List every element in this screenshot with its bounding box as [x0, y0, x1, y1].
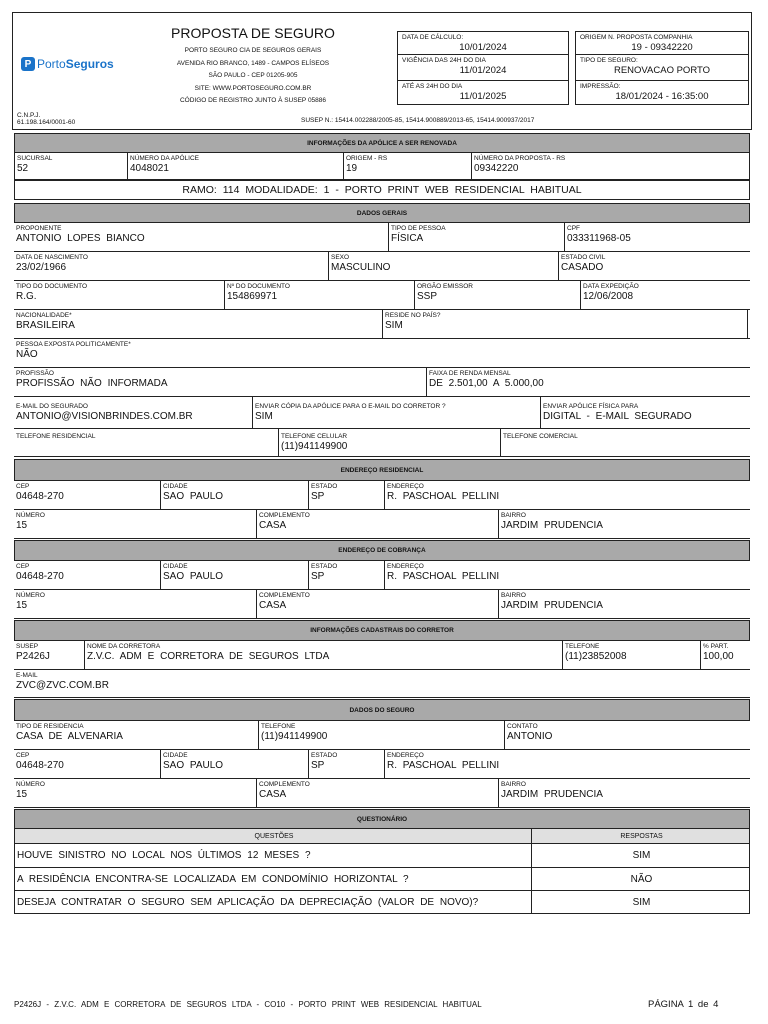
document-title: PROPOSTA DE SEGURO	[171, 25, 335, 41]
logo-text-seguros: Seguros	[65, 57, 114, 71]
end-cob-row-2	[14, 590, 750, 619]
gerais-row-1	[14, 223, 750, 252]
company-line: SITE: WWW.PORTOSEGURO.COM.BR	[194, 84, 312, 92]
bairro-field: BAIRRO JARDIM PRUDENCIA	[498, 590, 750, 618]
cidade-field: CIDADE SAO PAULO	[160, 561, 308, 589]
percentual-participacao-field: % PART. 100,00	[700, 641, 750, 669]
footer-text: P2426J - Z.V.C. ADM E CORRETORA DE SEGUROS LTDA - CO10 - PORTO PRINT WEB RESIDENCIAL HABITUAL	[14, 1000, 482, 1009]
data-expedicao-field: DATA EXPEDIÇÃO 12/06/2008	[580, 281, 750, 309]
telefone-residencial-field: TELEFONE RESIDENCIAL	[16, 433, 96, 440]
proponente-field: PROPONENTE ANTONIO LOPES BIANCO	[16, 225, 145, 244]
gerais-row-5	[14, 339, 750, 368]
section-apolice-title: INFORMAÇÕES DA APÓLICE A SER RENOVADA	[14, 133, 750, 153]
gerais-row-3	[14, 281, 750, 310]
numero-field: NÚMERO 15	[16, 781, 45, 800]
sexo-field: SEXO MASCULINO	[328, 252, 558, 280]
porto-seguros-logo	[21, 57, 114, 71]
contato-field: CONTATO ANTONIO	[504, 721, 750, 749]
origem-proposta-box: ORIGEM N. PROPOSTA COMPANHIA 19 - 09342220	[575, 31, 749, 55]
numero-proposta-field: NÚMERO DA PROPOSTA - RS 09342220	[471, 153, 751, 179]
questionario-header	[14, 828, 750, 844]
section-corretor-title: INFORMAÇÕES CADASTRAIS DO CORRETOR	[14, 620, 750, 641]
apolice-row	[14, 153, 750, 180]
sucursal-field: SUCURSAL 52	[17, 155, 53, 174]
estado-field: ESTADO SP	[308, 481, 384, 509]
cidade-field: CIDADE SAO PAULO	[160, 750, 308, 778]
tipo-seguro-box: TIPO DE SEGURO: RENOVACAO PORTO	[575, 55, 749, 81]
section-dados-gerais-title: DADOS GERAIS	[14, 203, 750, 223]
complemento-field: COMPLEMENTO CASA	[256, 590, 498, 618]
bairro-field: BAIRRO JARDIM PRUDENCIA	[498, 779, 750, 807]
numero-documento-field: Nº DO DOCUMENTO 154869971	[224, 281, 414, 309]
answer-text: NÃO	[531, 868, 751, 890]
tipo-residencia-field: TIPO DE RESIDENCIA CASA DE ALVENARIA	[16, 723, 123, 742]
gerais-row-2	[14, 252, 750, 281]
questionario-row	[14, 844, 750, 868]
estado-field: ESTADO SP	[308, 750, 384, 778]
company-line: CÓDIGO DE REGISTRO JUNTO À SUSEP 05886	[179, 97, 327, 104]
data-nascimento-field: DATA DE NASCIMENTO 23/02/1966	[16, 254, 88, 273]
corretor-row-2	[14, 670, 750, 698]
question-text: A RESIDÊNCIA ENCONTRA-SE LOCALIZADA EM CONDOMÍNIO HORIZONTAL ?	[17, 873, 409, 885]
end-res-row-2	[14, 510, 750, 539]
cnpj: C.N.P.J. 61.198.164/0001-60	[17, 112, 76, 126]
questionario-row	[14, 891, 750, 914]
gerais-row-8	[14, 429, 750, 457]
orgao-emissor-field: ORGÃO EMISSOR SSP	[414, 281, 580, 309]
nome-corretora-field: NOME DA CORRETORA Z.V.C. ADM E CORRETORA DE SEGUROS LTDA	[84, 641, 562, 669]
estado-civil-field: ESTADO CIVIL CASADO	[558, 252, 750, 280]
endereco-field: ENDEREÇO R. PASCHOAL PELLINI	[384, 750, 750, 778]
logo-text-porto: Porto	[37, 57, 66, 71]
questionario-row	[14, 868, 750, 891]
cidade-field: CIDADE SAO PAULO	[160, 481, 308, 509]
reside-pais-field: RESIDE NO PAÍS? SIM	[382, 310, 748, 338]
questoes-column-header: QUESTÕES	[254, 832, 294, 840]
estado-field: ESTADO SP	[308, 561, 384, 589]
telefone-comercial-field: TELEFONE COMERCIAL	[500, 429, 750, 456]
pessoa-exposta-field: PESSOA EXPOSTA POLITICAMENTE* NÃO	[16, 341, 131, 360]
bairro-field: BAIRRO JARDIM PRUDENCIA	[498, 510, 750, 538]
cep-field: CEP 04648-270	[16, 752, 64, 771]
copia-corretor-field: ENVIAR CÓPIA DA APÓLICE PARA O E-MAIL DO CORRETOR ? SIM	[252, 397, 540, 428]
cep-field: CEP 04648-270	[16, 483, 64, 502]
complemento-field: COMPLEMENTO CASA	[256, 779, 498, 807]
corretor-row-1	[14, 641, 750, 670]
endereco-field: ENDEREÇO R. PASCHOAL PELLINI	[384, 481, 750, 509]
section-endereco-cobranca-title: ENDEREÇO DE COBRANÇA	[14, 540, 750, 561]
company-info	[163, 25, 343, 108]
numero-apolice-field: NÚMERO DA APÓLICE 4048021	[127, 153, 343, 179]
telefone-seguro-field: TELEFONE (11)941149900	[258, 721, 504, 749]
susep-numbers: SUSEP N.: 15414.002288/2005-85, 15414.900889/2013-65, 15414.900937/2017	[301, 117, 535, 124]
impressao-box: IMPRESSÃO: 18/01/2024 - 16:35:00	[575, 81, 749, 105]
end-cob-row-1	[14, 561, 750, 590]
apolice-fisica-field: ENVIAR APÓLICE FÍSICA PARA DIGITAL - E-MAIL SEGURADO	[540, 397, 750, 428]
seguro-row-1	[14, 721, 750, 750]
gerais-row-7	[14, 397, 750, 429]
seguro-row-2	[14, 750, 750, 779]
tipo-pessoa-field: TIPO DE PESSOA FÍSICA	[388, 223, 564, 251]
susep-field: SUSEP P2426J	[16, 643, 50, 662]
gerais-row-6	[14, 368, 750, 397]
cep-field: CEP 04648-270	[16, 563, 64, 582]
company-line: AVENIDA RIO BRANCO, 1489 - CAMPOS ELÍSEOS	[176, 59, 330, 67]
respostas-column-header: RESPOSTAS	[531, 829, 751, 843]
end-res-row-1	[14, 481, 750, 510]
endereco-field: ENDEREÇO R. PASCHOAL PELLINI	[384, 561, 750, 589]
question-text: DESEJA CONTRATAR O SEGURO SEM APLICAÇÃO DA DEPRECIAÇÃO (VALOR DE NOVO)?	[17, 896, 479, 908]
nacionalidade-field: NACIONALIDADE* BRASILEIRA	[16, 312, 75, 331]
numero-field: NÚMERO 15	[16, 512, 45, 531]
section-dados-seguro-title: DADOS DO SEGURO	[14, 699, 750, 721]
ate-box: ATÉ AS 24H DO DIA 11/01/2025	[397, 81, 569, 105]
vigencia-box: VIGÊNCIA DAS 24H DO DIA 11/01/2024	[397, 55, 569, 81]
email-segurado-field: E-MAIL DO SEGURADO ANTONIO@VISIONBRINDES.COM.BR	[16, 403, 193, 422]
profissao-field: PROFISSÃO PROFISSÃO NÃO INFORMADA	[16, 370, 168, 389]
ramo-modalidade: RAMO: 114 MODALIDADE: 1 - PORTO PRINT WEB RESIDENCIAL HABITUAL	[14, 180, 750, 200]
complemento-field: COMPLEMENTO CASA	[256, 510, 498, 538]
telefone-celular-field: TELEFONE CELULAR (11)941149900	[278, 429, 500, 456]
section-questionario-title: QUESTIONÁRIO	[14, 809, 750, 829]
numero-field: NÚMERO 15	[16, 592, 45, 611]
tipo-documento-field: TIPO DO DOCUMENTO R.G.	[16, 283, 88, 302]
email-corretor-field: E-MAIL ZVC@ZVC.COM.BR	[16, 672, 109, 691]
company-line: SÃO PAULO - CEP 01205-905	[208, 72, 298, 79]
cpf-field: CPF 033311968-05	[564, 223, 750, 251]
seguro-row-3	[14, 779, 750, 808]
porto-logo-icon: P	[21, 57, 35, 71]
answer-text: SIM	[531, 891, 751, 913]
question-text: HOUVE SINISTRO NO LOCAL NOS ÚLTIMOS 12 MESES ?	[17, 850, 311, 861]
origem-rs-field: ORIGEM - RS 19	[343, 153, 471, 179]
gerais-row-4	[14, 310, 750, 339]
faixa-renda-field: FAIXA DE RENDA MENSAL DE 2.501,00 A 5.000,00	[426, 368, 750, 396]
document-header	[12, 12, 752, 130]
answer-text: SIM	[531, 844, 751, 867]
data-calculo-box: DATA DE CÁLCULO: 10/01/2024	[397, 31, 569, 55]
section-endereco-residencial-title: ENDEREÇO RESIDENCIAL	[14, 459, 750, 481]
telefone-corretor-field: TELEFONE (11)23852008	[562, 641, 700, 669]
company-line: PORTO SEGURO CIA DE SEGUROS GERAIS	[184, 47, 322, 54]
page-number: PÁGINA 1 de 4	[648, 999, 719, 1010]
